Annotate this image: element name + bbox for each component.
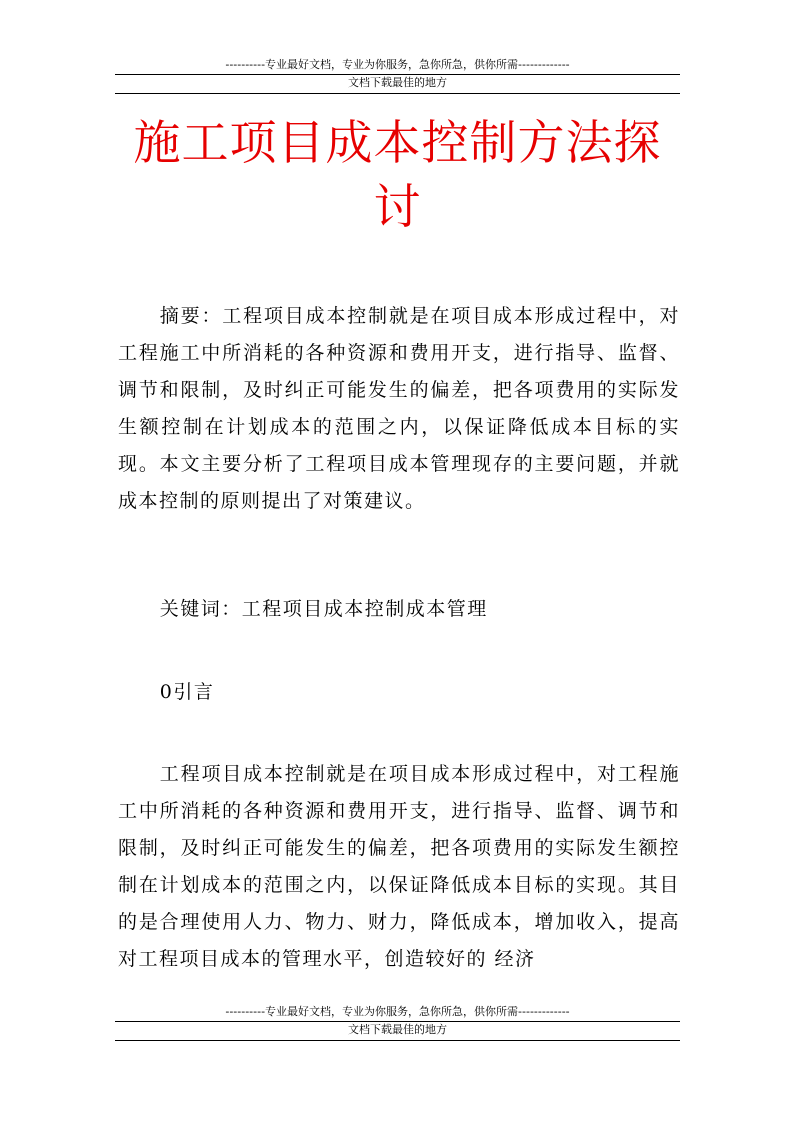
section-heading: 0引言 xyxy=(159,681,215,703)
footer-tagline: ----------专业最好文档，专业为你服务，急你所急，供你所需------------- xyxy=(225,1005,570,1018)
body-paragraph: 工程项目成本控制就是在项目成本形成过程中，对工程施工中所消耗的各种资源和费用开支，进行指导、监督、调节和限制，及时纠正可能发生的偏差，把各项费用的实际发生额控制在计划成本的范围之内，以保证降低成本目标的实现。其目的是合理使用人力、物力、财力，降低成本，增加收入，提高对工程项目成本的管理水平，创造较好的 经济 xyxy=(118,763,680,970)
header-subline: 文档下载最佳的地方 xyxy=(348,76,447,89)
document-title: 施工项目成本控制方法探讨 xyxy=(133,116,662,235)
footer-rule-bottom xyxy=(115,1040,680,1041)
header-rule-bottom xyxy=(115,93,680,94)
header-rule xyxy=(115,74,680,75)
header-tagline: ----------专业最好文档，专业为你服务，急你所急，供你所需------------- xyxy=(225,58,570,71)
abstract-paragraph: 摘要：工程项目成本控制就是在项目成本形成过程中，对工程施工中所消耗的各种资源和费用开支，进行指导、监督、调节和限制，及时纠正可能发生的偏差，把各项费用的实际发生额控制在计划成本的范围之内，以保证降低成本目标的实现。本文主要分析了工程项目成本管理现存的主要问题，并就成本控制的原则提出了对策建议。 xyxy=(118,305,680,512)
keywords-line: 关键词：工程项目成本控制成本管理 xyxy=(159,598,488,620)
footer-subline: 文档下载最佳的地方 xyxy=(348,1023,447,1036)
footer-rule xyxy=(115,1021,680,1022)
